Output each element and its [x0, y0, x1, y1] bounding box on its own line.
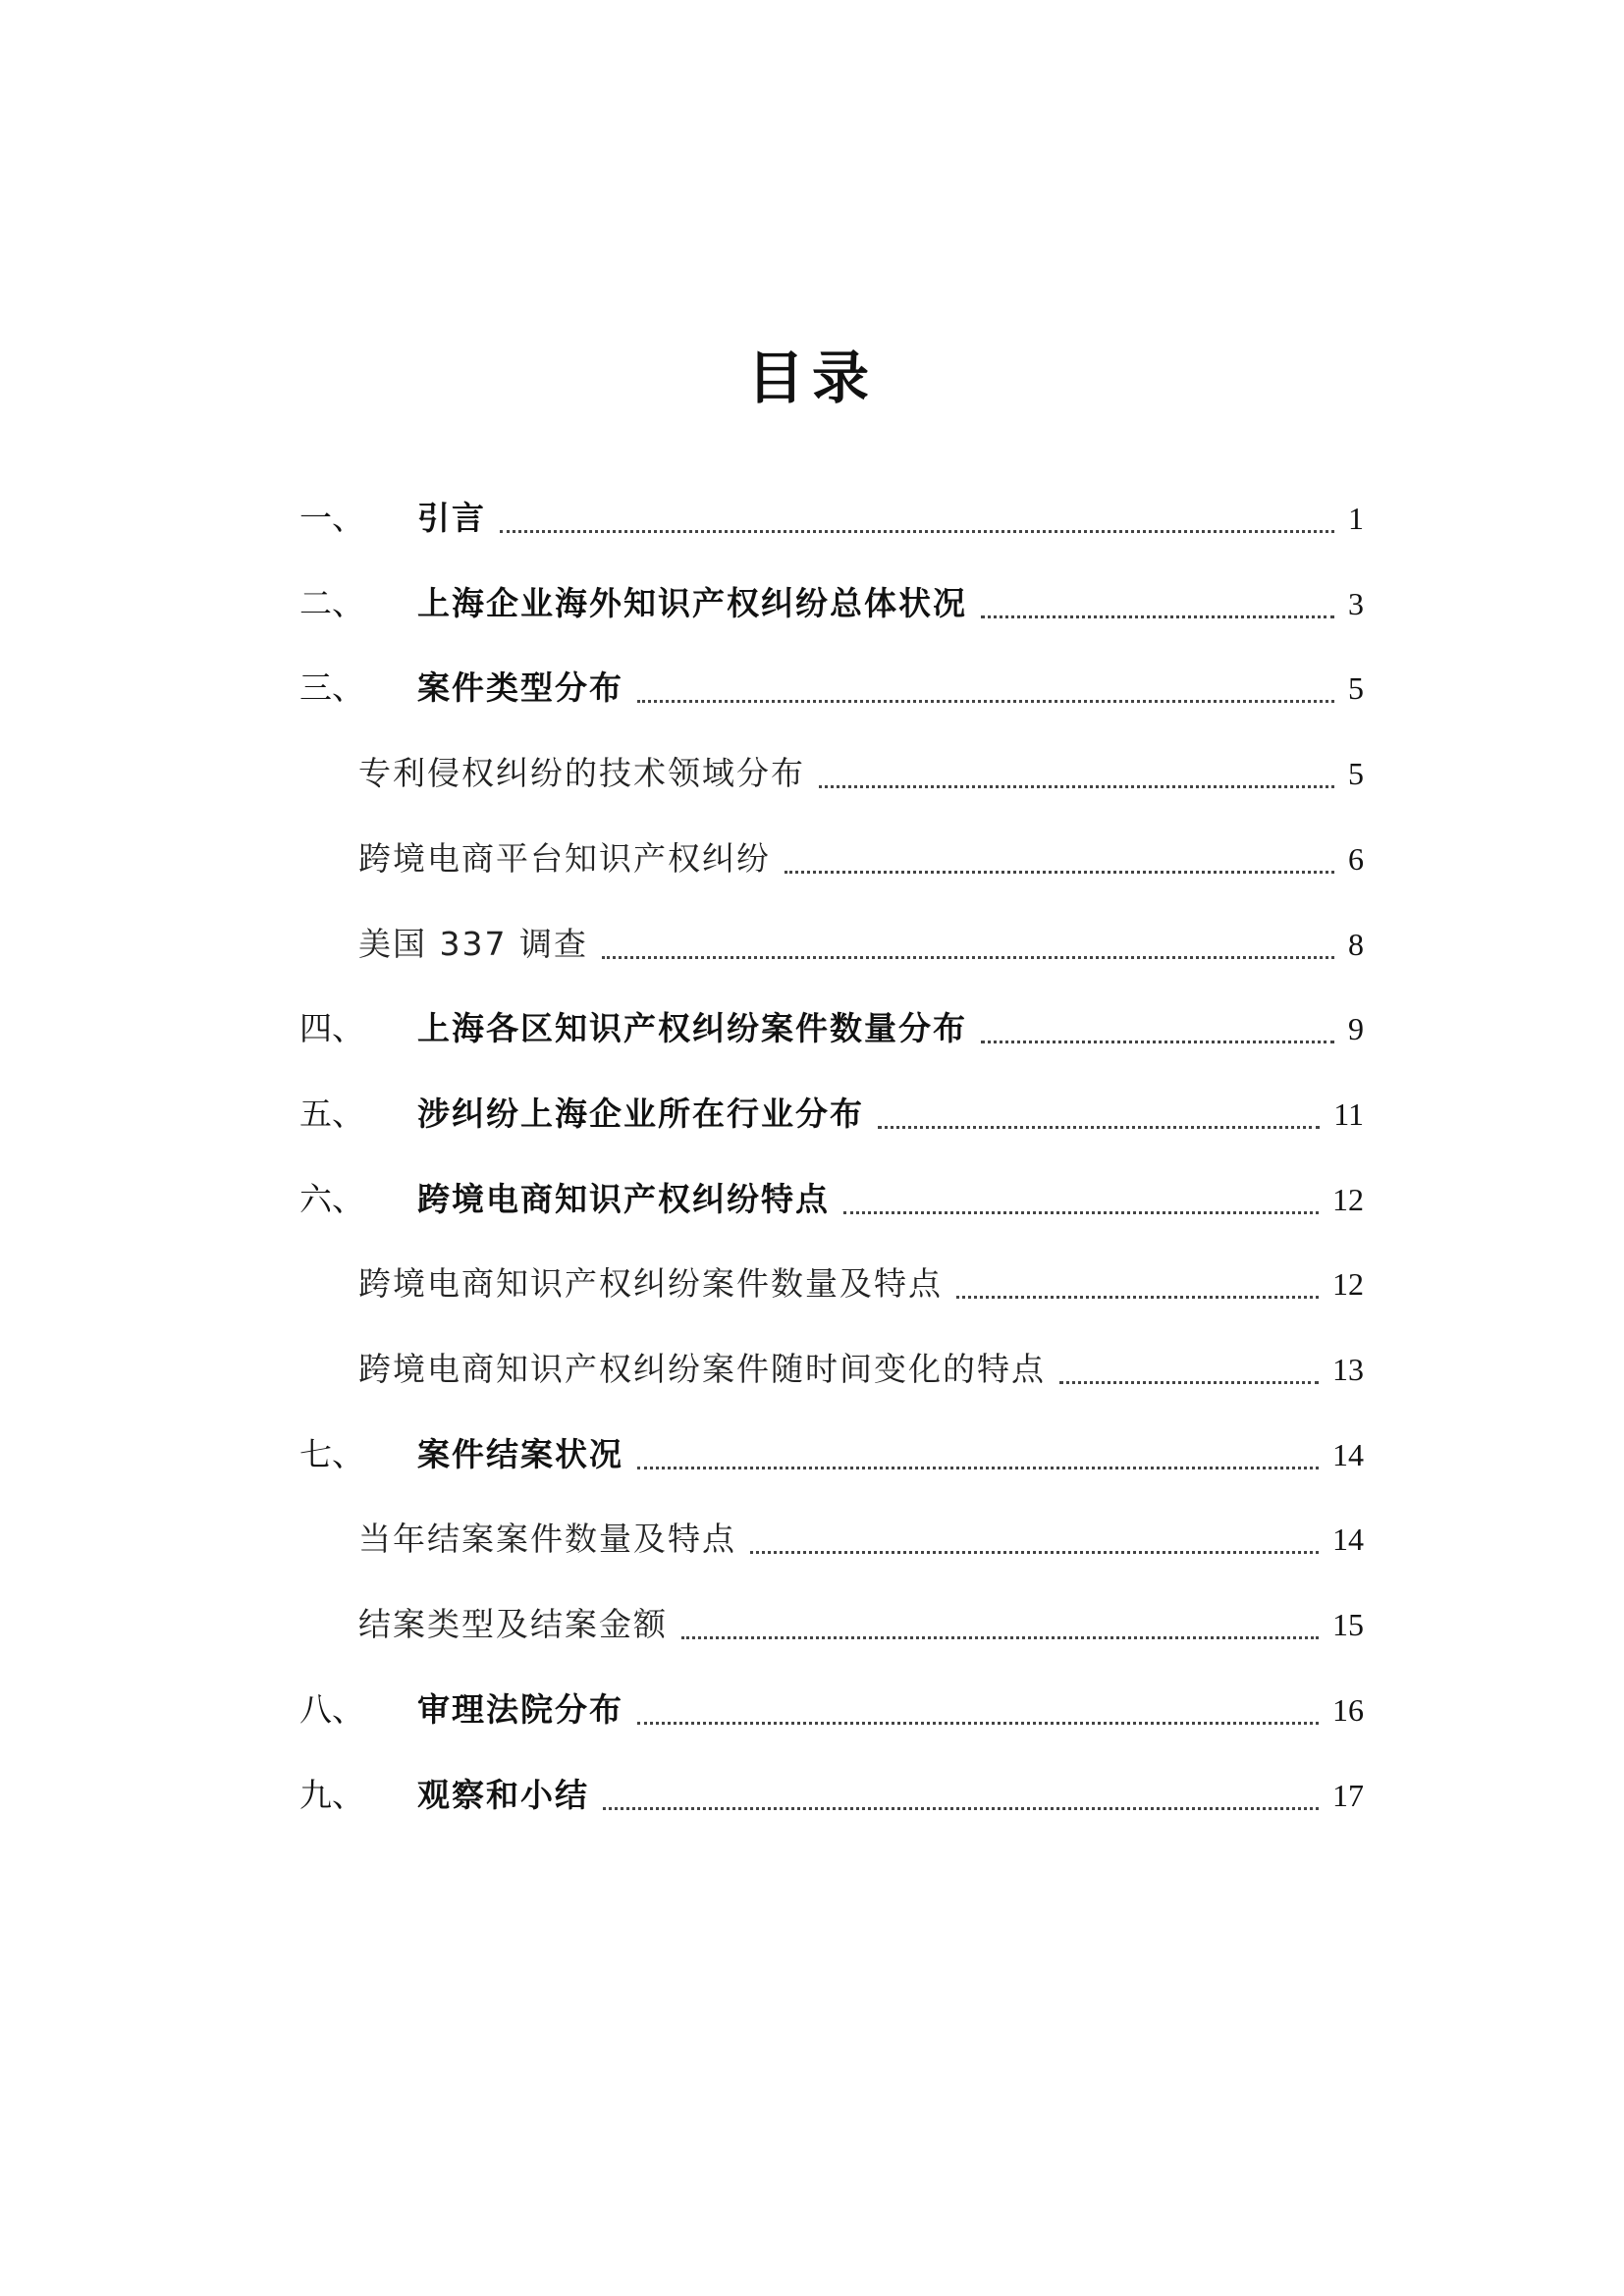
toc-entry[interactable] [0, 1001, 1624, 1056]
toc-entry-page-number: 12 [1332, 1182, 1364, 1217]
toc-entry[interactable] [0, 1342, 1624, 1397]
toc-entry[interactable] [0, 746, 1624, 801]
toc-dot-leader [819, 785, 1334, 788]
toc-entry-page-number: 15 [1332, 1607, 1364, 1642]
toc-entry[interactable] [0, 491, 1624, 546]
toc-dot-leader [1059, 1381, 1319, 1384]
toc-entry-number: 一、 [299, 499, 364, 537]
toc-entry-page-number: 17 [1332, 1778, 1364, 1813]
toc-entry[interactable] [0, 831, 1624, 886]
toc-entry-number: 四、 [299, 1009, 364, 1047]
toc-entry-number: 九、 [299, 1776, 364, 1814]
toc-entry-page-number: 14 [1332, 1522, 1364, 1557]
toc-entry-label: 跨境电商知识产权纠纷案件随时间变化的特点 [358, 1350, 1046, 1388]
toc-entry-page-number: 9 [1348, 1011, 1364, 1046]
toc-dot-leader [843, 1211, 1319, 1214]
toc-dot-leader [750, 1551, 1319, 1554]
toc-entry-page-number: 8 [1348, 927, 1364, 962]
toc-entry-number: 三、 [299, 668, 364, 707]
toc-entry-label: 案件类型分布 [417, 668, 623, 707]
toc-entry-page-number: 3 [1348, 586, 1364, 621]
toc-entry-label: 观察和小结 [417, 1776, 589, 1814]
toc-dot-leader [681, 1636, 1319, 1639]
toc-entry-label: 当年结案案件数量及特点 [358, 1520, 736, 1558]
toc-entry-label: 美国 337 调查 [358, 925, 588, 963]
toc-entry[interactable] [0, 1427, 1624, 1482]
toc-entry-number: 八、 [299, 1690, 364, 1729]
toc-entry-label: 跨境电商知识产权纠纷特点 [417, 1180, 830, 1218]
toc-entry-page-number: 13 [1332, 1352, 1364, 1387]
toc-entry[interactable] [0, 1768, 1624, 1823]
toc-entry-page-number: 16 [1332, 1692, 1364, 1728]
toc-entry-label: 上海企业海外知识产权纠纷总体状况 [417, 584, 967, 622]
toc-entry-page-number: 14 [1332, 1437, 1364, 1472]
toc-dot-leader [981, 1041, 1334, 1043]
toc-entry[interactable] [0, 1597, 1624, 1652]
toc-entry[interactable] [0, 1087, 1624, 1142]
toc-entry-label: 涉纠纷上海企业所在行业分布 [417, 1095, 864, 1133]
toc-entry-number: 七、 [299, 1435, 364, 1473]
toc-entry-label: 上海各区知识产权纠纷案件数量分布 [417, 1009, 967, 1047]
toc-dot-leader [637, 1467, 1319, 1469]
toc-dot-leader [956, 1296, 1319, 1299]
toc-dot-leader [878, 1126, 1320, 1129]
toc-entry[interactable] [0, 1682, 1624, 1737]
toc-dot-leader [500, 530, 1334, 533]
toc-dot-leader [637, 1722, 1319, 1725]
toc-entry-label: 专利侵权纠纷的技术领域分布 [358, 754, 805, 792]
toc-entry-label: 结案类型及结案金额 [358, 1605, 668, 1643]
toc-dot-leader [602, 956, 1334, 959]
toc-entry[interactable] [0, 1172, 1624, 1227]
toc-dot-leader [981, 615, 1334, 618]
toc-entry-label: 跨境电商平台知识产权纠纷 [358, 839, 771, 878]
toc-entry[interactable] [0, 1512, 1624, 1567]
toc-entry[interactable] [0, 576, 1624, 631]
toc-entry-page-number: 6 [1348, 841, 1364, 877]
toc-entry-page-number: 11 [1333, 1096, 1364, 1132]
toc-entry[interactable] [0, 1256, 1624, 1311]
toc-entry-number: 五、 [299, 1095, 364, 1133]
toc-dot-leader [637, 700, 1334, 703]
toc-entry-label: 跨境电商知识产权纠纷案件数量及特点 [358, 1264, 943, 1303]
toc-entry[interactable] [0, 661, 1624, 716]
toc-dot-leader [603, 1807, 1319, 1810]
toc-entry[interactable] [0, 917, 1624, 972]
toc-entry-number: 二、 [299, 584, 364, 622]
toc-entry-label: 引言 [417, 499, 486, 537]
toc-entry-number: 六、 [299, 1180, 364, 1218]
toc-entry-page-number: 1 [1348, 501, 1364, 536]
toc-entry-page-number: 12 [1332, 1266, 1364, 1302]
toc-entry-label: 案件结案状况 [417, 1435, 623, 1473]
page-title: 目录 [746, 345, 877, 411]
toc-dot-leader [785, 871, 1334, 874]
toc-entry-page-number: 5 [1348, 670, 1364, 706]
toc-entry-label: 审理法院分布 [417, 1690, 623, 1729]
toc-entry-page-number: 5 [1348, 756, 1364, 791]
